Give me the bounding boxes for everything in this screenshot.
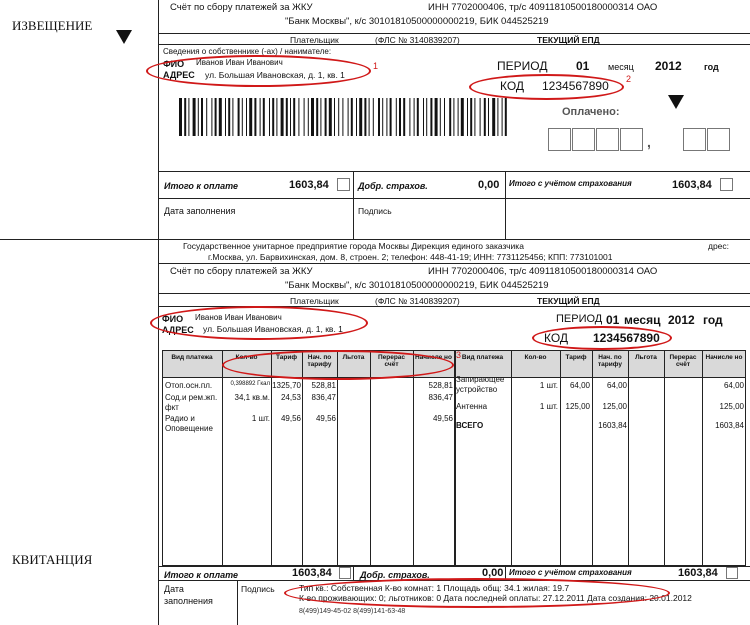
table-cell: 125,00 <box>719 402 744 411</box>
notice-date-label: Дата заполнения <box>164 206 236 216</box>
receipt-fio-label: ФИО <box>162 314 184 324</box>
total-checkbox[interactable] <box>337 178 350 191</box>
table-cell: 1 шт. <box>539 402 558 411</box>
notice-period-month: 01 <box>576 59 590 73</box>
table-header-cell: Тариф <box>565 354 587 361</box>
table-header-cell: Тариф <box>275 354 298 361</box>
table-cell: 64,00 <box>723 381 744 390</box>
table-cell: Отоп.осн.пл. <box>165 381 213 390</box>
paid-digit-box[interactable] <box>572 128 595 151</box>
with-insurance-checkbox[interactable] <box>720 178 733 191</box>
notice-address-value: ул. Большая Ивановская, д. 1, кв. 1 <box>205 70 345 80</box>
table-cell: 49,56 <box>432 414 453 423</box>
notice-insurance-value: 0,00 <box>478 179 500 191</box>
annotation-mark-1: 1 <box>373 61 379 71</box>
table-cell: 528,81 <box>311 381 336 390</box>
receipt-with-insurance-checkbox[interactable] <box>726 567 738 579</box>
notice-insurance-label: Добр. страхов. <box>358 181 428 191</box>
notice-period-label: ПЕРИОД <box>497 59 548 73</box>
receipt-fls: (ФЛС № 3140839207) <box>375 296 460 306</box>
receipt-period-label: ПЕРИОД <box>556 313 603 325</box>
notice-with-insurance-value: 1603,84 <box>672 179 712 191</box>
notice-header-inn: ИНН 7702000406, тр/с 40911810500180000314 ОАО <box>428 2 658 13</box>
receipt-org-line1: Государственное унитарное предприятие города Москвы Дирекция единого заказчика <box>183 241 524 251</box>
table-header-cell: Льгота <box>635 354 657 361</box>
table-cell: Антенна <box>456 402 488 411</box>
table-cell: 1603,84 <box>715 421 744 430</box>
notice-code-label: КОД <box>500 79 525 93</box>
receipt-insurance-label: Добр. страхов. <box>360 570 430 580</box>
receipt-epd: ТЕКУЩИЙ ЕПД <box>537 296 600 306</box>
receipt-phones: 8(499)149-45-02 8(499)141-63-48 <box>299 608 406 615</box>
receipt-with-insurance-value: 1603,84 <box>678 567 718 579</box>
table-header-cell: Начисле но <box>705 354 743 361</box>
table-cell: 0,398892 Гкал <box>230 381 270 387</box>
table-cell: 1 шт. <box>539 381 558 390</box>
receipt-header-title: Счёт по сбору платежей за ЖКУ <box>170 266 313 277</box>
table-cell: ВСЕГО <box>456 421 484 430</box>
receipt-code-label: КОД <box>544 331 569 345</box>
receipt-fio-value: Иванов Иван Иванович <box>195 313 282 322</box>
table-cell: 125,00 <box>602 402 627 411</box>
receipt-payer-label: Плательщик <box>290 296 339 306</box>
notice-epd: ТЕКУЩИЙ ЕПД <box>537 35 600 45</box>
table-cell: 34,1 кв.м. <box>234 393 270 402</box>
notice-signature-label: Подпись <box>358 206 392 216</box>
paid-digit-box[interactable] <box>683 128 706 151</box>
table-cell: 24,53 <box>280 393 301 402</box>
receipt-side-label: КВИТАНЦИЯ <box>12 552 93 567</box>
paid-digit-box[interactable] <box>596 128 619 151</box>
receipt-total-checkbox[interactable] <box>339 567 351 579</box>
table-cell: 49,56 <box>280 414 301 423</box>
table-cell: Радио и Оповещение <box>165 414 213 433</box>
receipt-year-word: год <box>703 313 723 327</box>
receipt-header-inn: ИНН 7702000406, тр/с 40911810500180000314 ОАО <box>428 266 658 277</box>
receipt-period-year: 2012 <box>668 313 695 327</box>
annotation-oval-receipt-owner <box>150 306 368 340</box>
table-header-cell: Нач. по тарифу <box>598 354 622 369</box>
table-header-cell: Перерас счёт <box>669 354 697 369</box>
receipt-date-label: Дата заполнения <box>164 584 213 607</box>
table-header-cell: Вид платежа <box>461 354 504 361</box>
receipt-info-line2: К-во проживающих: 0; льготников: 0 Дата последней оплаты: 27.12.2011 Дата создания: 20.01.2012 <box>299 593 692 603</box>
table-header-cell: Льгота <box>342 354 365 361</box>
notice-address-label: АДРЕС <box>163 70 195 80</box>
table-cell: 1603,84 <box>598 421 627 430</box>
receipt-address-label: АДРЕС <box>162 325 194 335</box>
paid-digit-box[interactable] <box>548 128 571 151</box>
table-header-cell: Начисле но <box>415 354 452 361</box>
receipt-period-month: 01 <box>606 313 620 327</box>
notice-code-value: 1234567890 <box>542 79 609 93</box>
receipt-addr-word: дрес: <box>708 241 730 251</box>
table-cell: 125,00 <box>565 402 590 411</box>
receipt-code-value: 1234567890 <box>593 331 660 345</box>
notice-fio-label: ФИО <box>163 59 185 69</box>
down-arrow-icon <box>116 30 132 44</box>
annotation-oval-3 <box>222 350 454 380</box>
notice-fio-value: Иванов Иван Иванович <box>196 58 283 67</box>
notice-period-year: 2012 <box>655 59 682 73</box>
receipt-insurance-value: 0,00 <box>482 567 504 579</box>
table-cell: Сод.и рем.жп. фкт <box>165 393 218 412</box>
receipt-with-insurance-label: Итого с учётом страхования <box>509 568 632 577</box>
table-cell: 836,47 <box>311 393 336 402</box>
table-cell: Запирающее устройство <box>456 375 505 394</box>
table-cell: 64,00 <box>606 381 627 390</box>
annotation-mark-2: 2 <box>626 74 632 84</box>
table-cell: 836,47 <box>428 393 453 402</box>
annotation-oval-1 <box>146 55 371 87</box>
table-header-cell: Вид платежа <box>171 354 213 361</box>
notice-side-label: ИЗВЕЩЕНИЕ <box>12 18 93 33</box>
table-cell: 64,00 <box>569 381 590 390</box>
notice-with-insurance-label: Итого с учётом страхования <box>509 179 632 188</box>
notice-header-title: Счёт по сбору платежей за ЖКУ <box>170 2 313 13</box>
notice-owner-caption: Сведения о собственнике (-ах) / нанимателе: <box>163 47 332 56</box>
receipt-header-bank: "Банк Москвы", к/с 30101810500000000219, БИК 044525219 <box>285 280 549 291</box>
table-cell: 528,81 <box>428 381 453 390</box>
receipt-address-value: ул. Большая Ивановская, д. 1, кв. 1 <box>203 324 343 334</box>
annotation-oval-receipt-info <box>284 578 670 608</box>
receipt-month-word: месяц <box>624 313 661 327</box>
annotation-oval-receipt-code <box>532 326 672 350</box>
notice-total-value: 1603,84 <box>289 179 329 191</box>
table-cell: 49,56 <box>315 414 336 423</box>
paid-digit-box[interactable] <box>707 128 730 151</box>
notice-paid-label: Оплачено: <box>562 106 620 118</box>
table-header-cell: Перерас счёт <box>377 354 406 369</box>
receipt-total-value: 1603,84 <box>292 567 332 579</box>
notice-year-word: год <box>704 62 719 72</box>
notice-month-word: месяц <box>608 62 634 72</box>
notice-total-label: Итого к оплате <box>164 181 238 191</box>
table-header-cell: Кол-во <box>235 354 258 361</box>
receipt-total-label: Итого к оплате <box>164 570 238 580</box>
receipt-info-line1: Тип кв.: Собственная К-во комнат: 1 Площадь общ: 34.1 жилая: 19.7 <box>299 583 570 593</box>
annotation-oval-2 <box>469 74 624 100</box>
table-header-cell: Кол-во <box>524 354 547 361</box>
receipt-org-line2: г.Москва, ул. Барвихинская, дом. 8, строен. 2; телефон: 448-41-19; ИНН: 7731125456; КПП: 773101001 <box>208 252 613 262</box>
table-cell: 1 шт. <box>251 414 270 423</box>
receipt-signature-label: Подпись <box>241 584 275 594</box>
down-arrow-icon-paid <box>668 95 684 109</box>
barcode <box>177 98 509 138</box>
table-cell: 1325,70 <box>272 381 301 390</box>
table-header-cell: Нач. по тарифу <box>307 354 332 369</box>
notice-payer-label: Плательщик <box>290 35 339 45</box>
annotation-mark-3: 3 <box>456 350 462 360</box>
paid-digit-box[interactable] <box>620 128 643 151</box>
notice-header-bank: "Банк Москвы", к/с 30101810500000000219, БИК 044525219 <box>285 16 549 27</box>
notice-fls: (ФЛС № 3140839207) <box>375 35 460 45</box>
